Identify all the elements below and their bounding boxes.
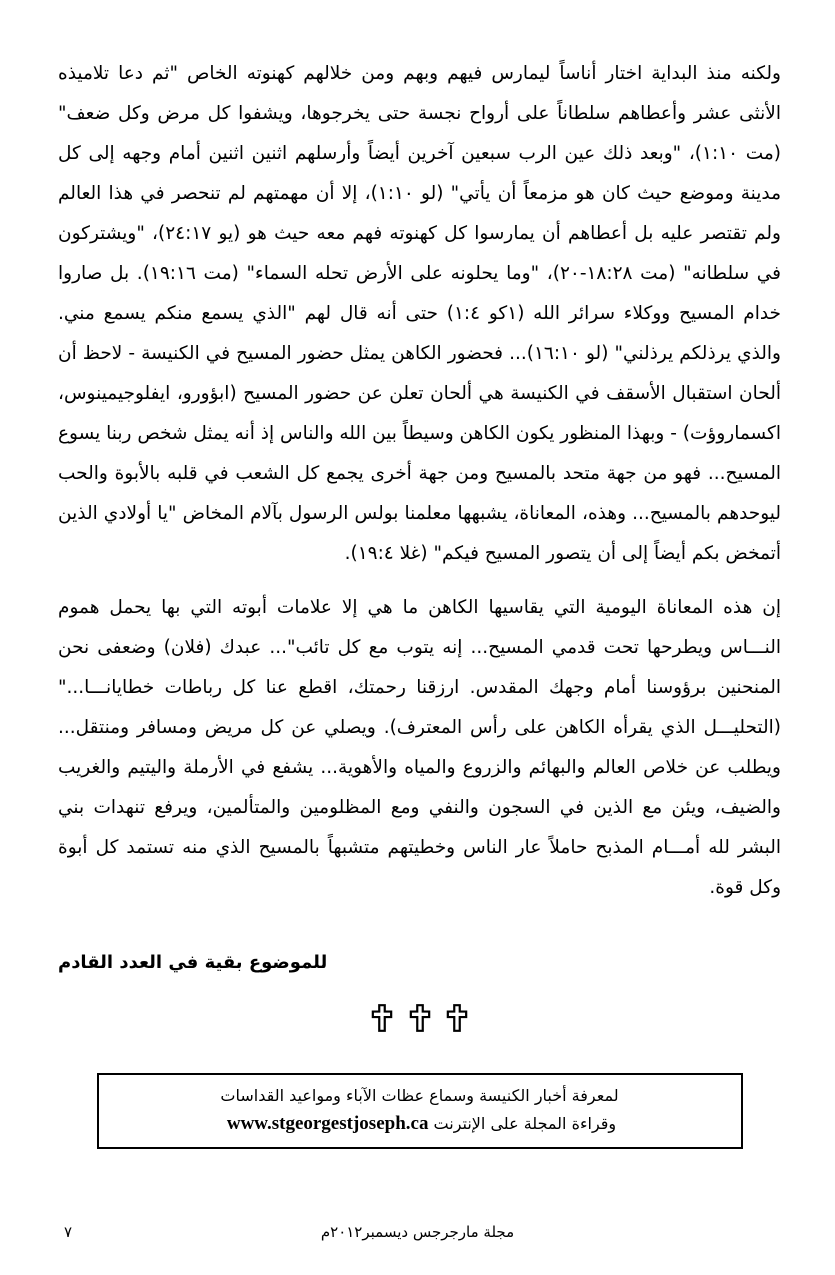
article-paragraph-1: ولكنه منذ البداية اختار أناساً ليمارس فيهم وبهم ومن خلالهم كهنوته الخاص "ثم دعا تلاميذه الأنثى عشر وأعطاهم سلطاناً على أرواح نجسة حتى يخرجوها، ويشفوا كل مرض وكل ضعف" (مت ١:١٠)، "وبعد ذلك عين الرب سبعين آخرين أيضاً وأرسلهم اثنين اثنين أمام وجهه إلى كل مدينة وموضع حيث كان هو مزمعاً أن يأتي" (لو ١:١٠)، إلا أن مهمتهم لم تنحصر في هذا العالم ولم تقتصر عليه بل أعطاهم أن يمارسوا كل كهنوته فهم معه حيث هو (يو ٢٤:١٧)، "ويشتركون في سلطانه" (مت ١٨:٢٨-٢٠)، "وما يحلونه على الأرض تحله السماء" (مت ١٩:١٦). بل صاروا خدام المسيح ووكلاء سرائر الله (١كو ١:٤) حتى أنه قال لهم "الذي يسمع منكم يسمع مني. والذي يرذلكم يرذلني" (لو ١٦:١٠)... فحضور الكاهن يمثل حضور المسيح في الكنيسة - لاحظ أن ألحان استقبال الأسقف في الكنيسة هي ألحان تعلن عن حضور المسيح (ابؤورو، ايفلوجيمينوس، اكسماروؤت) - وبهذا المنظور يكون الكاهن وسيطاً بين الله والناس إذ أنه يمثل شخص ربنا يسوع المسيح... فهو من جهة متحد بالمسيح ومن جهة أخرى يجمع كل الشعب في قلبه بالأبوة والحب ليوحدهم بالمسيح... وهذه، المعاناة، يشبهها معلمنا بولس الرسول بآلام المخاض "يا أولادي الذين أتمخض بكم أيضاً إلى أن يتصور المسيح فيكم" (غلا ١٩:٤). [58, 63, 782, 564]
cross-divider [58, 1003, 781, 1033]
latin-cross-icon [446, 1003, 468, 1033]
page-content [58, 54, 781, 1149]
continuation-note: للموضوع بقية في العدد القادم [58, 952, 328, 973]
website-info-box [97, 1073, 743, 1149]
info-line-church-news: لمعرفة أخبار الكنيسة وسماع عظات الآباء ومواعيد القداسات [220, 1086, 619, 1105]
info-line-read-online [109, 1110, 731, 1138]
page-number: ٧ [64, 1223, 73, 1241]
magazine-footer-title: مجلة مارجرجس ديسمبر٢٠١٢م [320, 1223, 515, 1241]
website-url: www.stgeorgestjoseph.ca [226, 1113, 429, 1134]
article-paragraph-2: إن هذه المعاناة اليومية التي يقاسيها الكاهن ما هي إلا علامات أبوته التي بها يحمل هموم النـــاس ويطرحها تحت قدمي المسيح... إنه يتوب مع كل تائب"... عبدك (فلان) وضعفى نحن المنحنين برؤوسنا أمام وجهك المقدس. ارزقنا رحمتك، اقطع عنا كل رباطات خطايانـــا..." (التحليـــل الذي يقرأه الكاهن على رأس المعترف). ويصلي عن كل مريض ومسافر ومنتقل... ويطلب عن خلاص العالم والبهائم والزروع والمياه والأهوية... يشفع في الأرملة واليتيم والغريب والضيف، ويئن مع الذين في السجون والنفي ومع المظلومين والمتألمين، ويرفع تنهدات بني البشر لله أمـــام المذبح حاملاً عار الناس وخطيتهم متشبهاً بالمسيح الذي منه تستمد كل أبوة وكل قوة. [58, 597, 781, 898]
latin-cross-icon [409, 1003, 431, 1033]
info-line-read-online-label: وقراءة المجلة على الإنترنت [433, 1114, 617, 1133]
latin-cross-icon [371, 1003, 393, 1033]
